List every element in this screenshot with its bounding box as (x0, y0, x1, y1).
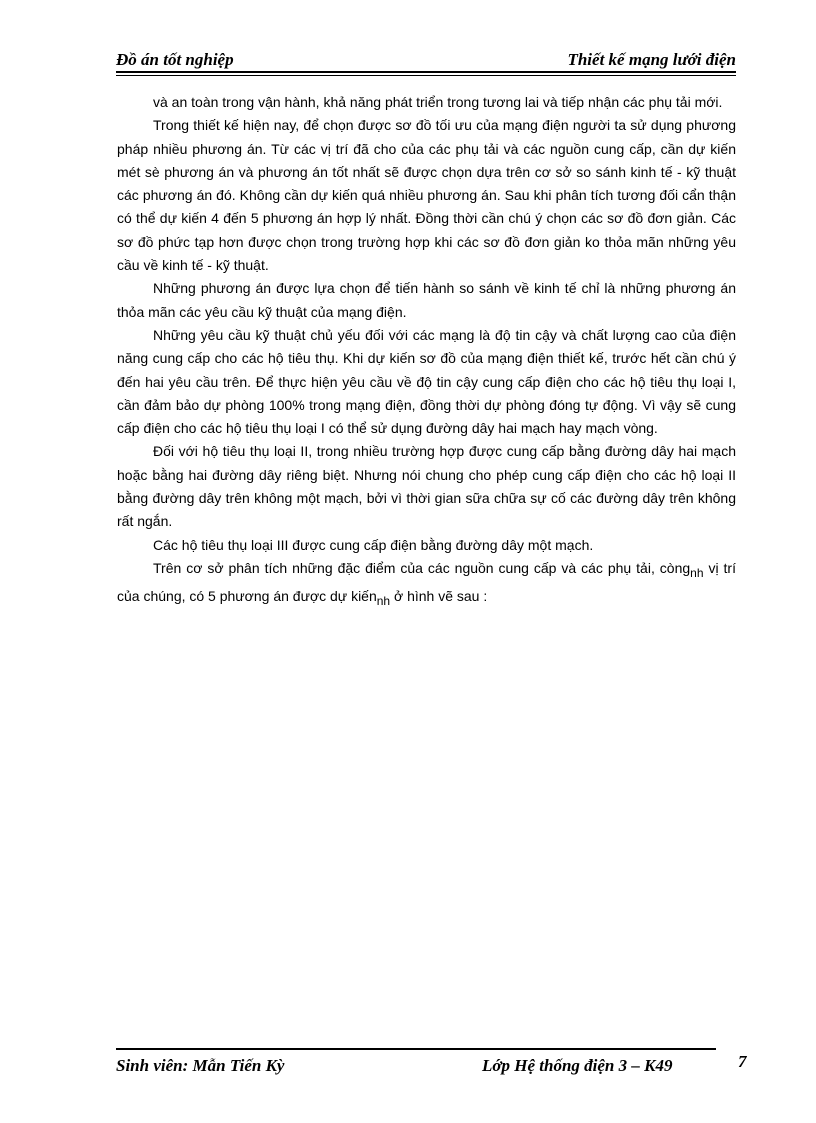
footer-class: Lớp Hệ thống điện 3 – K49 (482, 1056, 673, 1075)
header-title-right: Thiết kế mạng lưới điện (567, 50, 736, 69)
paragraph-7-part2: vị trí của chúng, có 5 phương án được dự kiến (117, 559, 736, 605)
page-header (116, 48, 736, 74)
paragraph-7-part1: Trên cơ sở phân tích những đặc điểm của các nguồn cung cấp và các phụ tải, còng (153, 559, 691, 576)
document-body (117, 91, 736, 613)
paragraph-1: và an toàn trong vận hành, khả năng phát triển trong tương lai và tiếp nhận các phụ tải mới. (153, 94, 723, 110)
paragraph-7 (117, 557, 736, 613)
paragraph-5: Đối với hộ tiêu thụ loại II, trong nhiều trường hợp được cung cấp bằng đường dây hai mạch hoặc bằng hai đường dây riêng biệt. Nhưng nói chung cho phép cung cấp điện cho các hộ loại II bằng đường dây trên không một mạch, bởi vì thời gian sữa chữa sự cố các đường dây trên không rất ngắn. (117, 443, 736, 530)
page-footer (116, 1048, 748, 1078)
subscript-2: nh (376, 593, 391, 608)
paragraph-4: Những yêu cầu kỹ thuật chủ yếu đối với các mạng là độ tin cậy và chất lượng cao của điện năng cung cấp cho các hộ tiêu thụ. Khi dự kiến sơ đồ của mạng điện thiết kế, trước hết cần chú ý đến hai yêu cầu trên. Để thực hiện yêu cầu về độ tin cậy cung cấp điện cho các hộ tiêu thụ loại I, cần đảm bảo dự phòng 100% trong mạng điện, đồng thời dự phòng đóng tự động. Vì vậy sẽ cung cấp điện cho các hộ tiêu thụ loại I có thể sử dụng đường dây hai mạch hay mạch vòng. (117, 326, 736, 437)
paragraph-7-part3: ở hình vẽ sau : (390, 588, 488, 605)
header-rule-thin (116, 75, 736, 76)
header-rule (116, 71, 736, 73)
subscript-1: nh (690, 565, 704, 580)
paragraph-3: Những phương án được lựa chọn để tiến hành so sánh về kinh tế chỉ là những phương án thỏa mãn các yêu cầu kỹ thuật của mạng điện. (117, 280, 736, 320)
header-title-left: Đồ án tốt nghiệp (116, 50, 234, 69)
paragraph-2: Trong thiết kế hiện nay, để chọn được sơ đồ tối ưu của mạng điện người ta sử dụng phương pháp nhiều phương án. Từ các vị trí đã cho của các phụ tải và các nguồn cung cấp, cần dự kiến mét sè phương án và phương án tốt nhất sẽ được chọn dựa trên cơ sở so sánh kinh tế - kỹ thuật các phương án đó. Không cần dự kiến quá nhiều phương án. Sau khi phân tích tương đối cẩn thận có thể dự kiến 4 đến 5 phương án hợp lý nhất. Đồng thời cần chú ý chọn các sơ đồ đơn giản. Các sơ đồ phức tạp hơn được chọn trong trường hợp khi các sơ đồ đơn giản ko thỏa mãn những yêu cầu về kinh tế - kỹ thuật. (117, 117, 736, 274)
paragraph-6: Các hộ tiêu thụ loại III được cung cấp điện bằng đường dây một mạch. (153, 536, 594, 553)
footer-student: Sinh viên: Mẫn Tiến Kỳ (116, 1056, 285, 1075)
page-number: 7 (738, 1052, 747, 1071)
footer-rule (116, 1048, 716, 1050)
